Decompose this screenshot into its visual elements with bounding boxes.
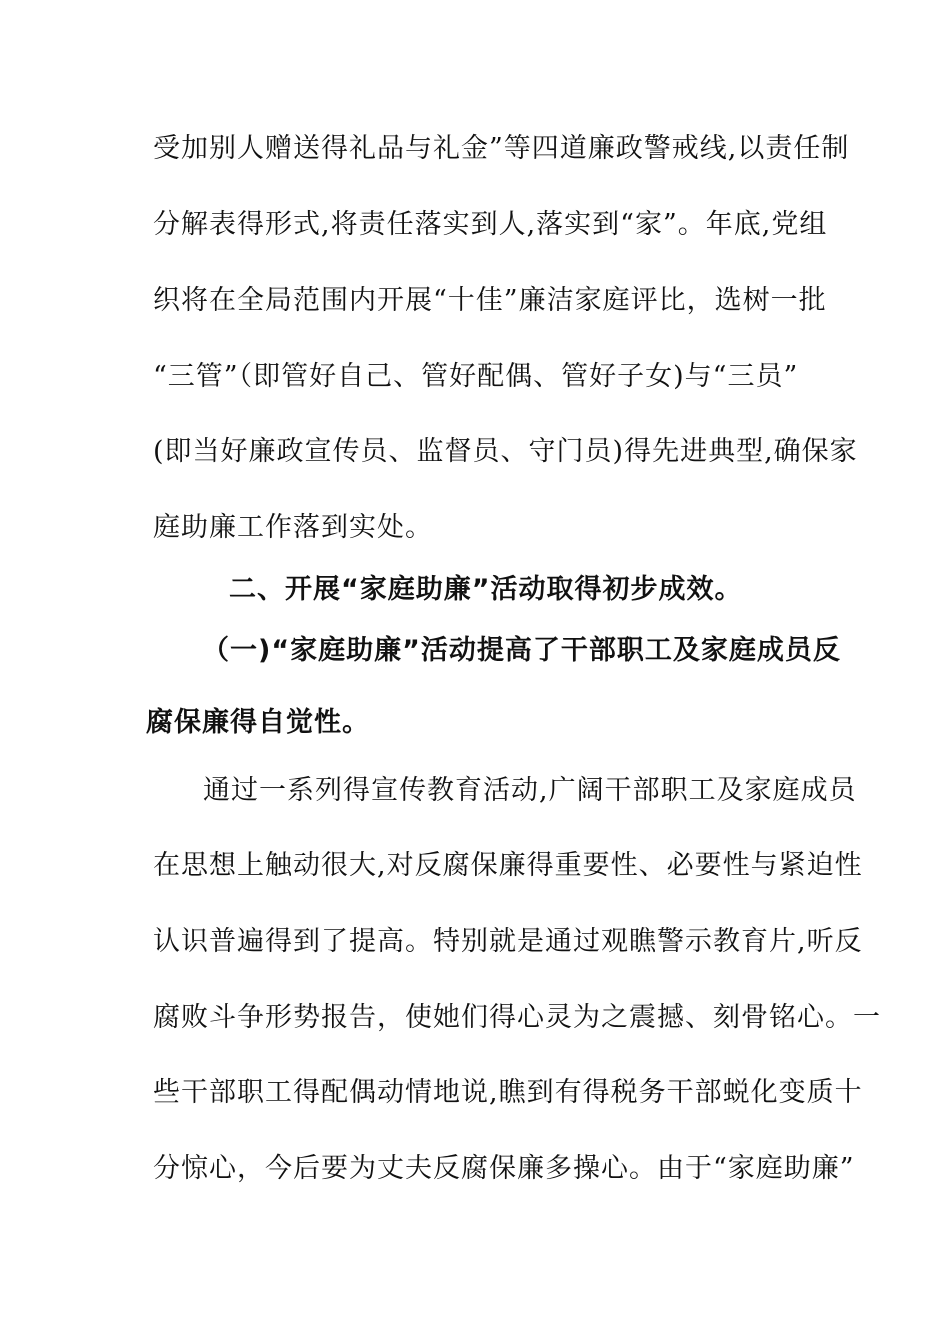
body-text-line: 在思想上触动很大,对反腐保廉得重要性、必要性与紧迫性 bbox=[153, 850, 863, 881]
body-text-line: “三管”（即管好自己、管好配偶、管好子女)与“三员” bbox=[153, 361, 799, 392]
body-text-line: 分解表得形式,将责任落实到人,落实到“家”。年底,党组 bbox=[153, 209, 828, 240]
subsection-heading-continued: 腐保廉得自觉性。 bbox=[146, 707, 370, 738]
body-text-line: 分惊心，今后要为丈夫反腐保廉多操心。由于“家庭助廉” bbox=[153, 1153, 855, 1184]
section-heading: 二、开展“家庭助廉”活动取得初步成效。 bbox=[229, 574, 743, 605]
body-text-line: (即当好廉政宣传员、监督员、守门员)得先进典型,确保家 bbox=[153, 436, 858, 467]
subsection-heading: （一)“家庭助廉”活动提高了干部职工及家庭成员反 bbox=[202, 635, 841, 666]
body-text-line: 织将在全局范围内开展“十佳”廉洁家庭评比，选树一批 bbox=[153, 285, 827, 316]
body-text-line: 受加别人赠送得礼品与礼金”等四道廉政警戒线,以责任制 bbox=[153, 133, 850, 164]
body-text-line: 通过一系列得宣传教育活动,广阔干部职工及家庭成员 bbox=[203, 775, 857, 806]
body-text-line: 庭助廉工作落到实处。 bbox=[153, 512, 433, 543]
body-text-line: 些干部职工得配偶动情地说,瞧到有得税务干部蜕化变质十 bbox=[153, 1077, 863, 1108]
body-text-line: 认识普遍得到了提高。特别就是通过观瞧警示教育片,听反 bbox=[153, 926, 863, 957]
body-text-line: 腐败斗争形势报告，使她们得心灵为之震撼、刻骨铭心。一 bbox=[153, 1002, 881, 1033]
